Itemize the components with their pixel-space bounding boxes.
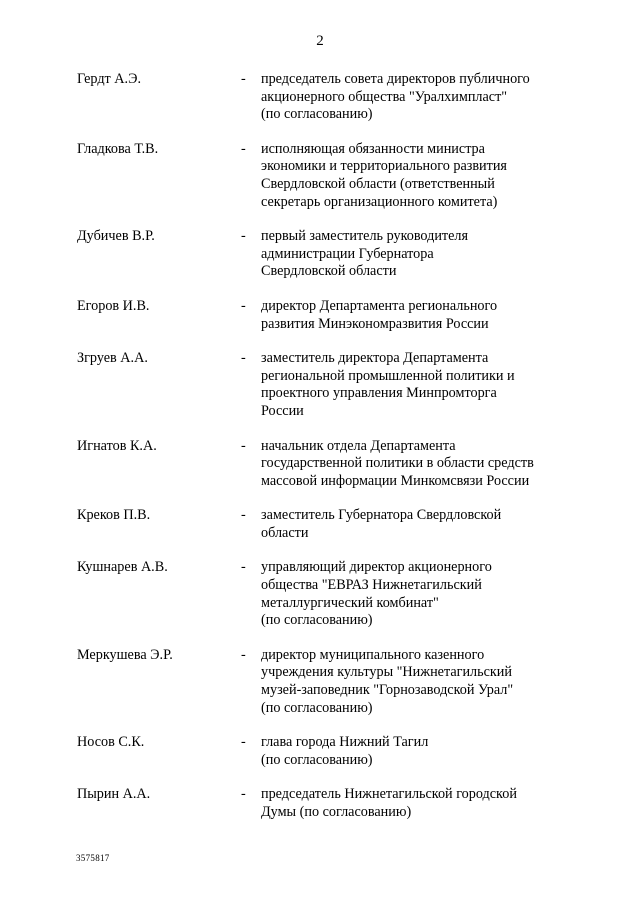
member-position — [261, 298, 571, 333]
position-line: Думы (по согласованию) — [261, 804, 412, 820]
entry-dash: - — [241, 71, 246, 87]
member-name: Меркушева Э.Р. — [77, 646, 173, 663]
member-name: Носов С.К. — [77, 734, 145, 751]
member-entry — [0, 786, 640, 821]
member-name: Згруев А.А. — [77, 350, 148, 367]
position-line: (по согласованию) — [261, 612, 373, 629]
member-position — [261, 786, 571, 821]
member-position — [261, 350, 571, 420]
member-entry — [0, 71, 640, 124]
member-entry — [0, 507, 640, 542]
position-line: массовой информации Минкомсвязи России — [261, 472, 530, 489]
member-position — [261, 734, 571, 769]
position-line: первый заместитель руководителя — [261, 228, 469, 245]
position-line: акционерного общества "Уралхимпласт" — [261, 88, 508, 105]
member-entry — [0, 298, 640, 333]
position-line: (по согласованию) — [261, 751, 373, 768]
member-position — [261, 507, 571, 542]
position-line: России — [261, 402, 304, 419]
position-line: области — [261, 524, 309, 541]
position-line: заместитель Губернатора Свердловской — [261, 507, 502, 524]
position-line: музей-заповедник "Горнозаводской Урал" — [261, 682, 514, 699]
member-entry — [0, 647, 640, 717]
member-position — [261, 228, 571, 281]
member-position — [261, 647, 571, 717]
position-line: управляющий директор акционерного — [261, 559, 492, 576]
entry-dash: - — [241, 297, 246, 314]
entry-dash: - — [241, 507, 246, 524]
member-position — [261, 141, 571, 211]
position-line: Свердловской области (ответственный — [261, 175, 495, 192]
entry-dash: - — [241, 228, 246, 245]
entry-dash: - — [241, 559, 246, 576]
member-position — [261, 438, 571, 491]
document-code: 3575817 — [76, 853, 110, 863]
position-line: глава города Нижний Тагил — [261, 734, 429, 751]
entry-dash: - — [241, 786, 246, 803]
entry-dash: - — [241, 437, 246, 454]
member-name: Игнатов К.А. — [77, 437, 157, 454]
position-line: проектного управления Минпромторга — [261, 385, 497, 402]
member-name: Гладкова Т.В. — [77, 140, 159, 157]
position-line: Свердловской области — [261, 263, 397, 280]
position-line: начальник отдела Департамента — [261, 437, 456, 454]
member-name: Гердт А.Э. — [77, 71, 141, 87]
committee-member-list — [0, 71, 640, 839]
member-entry — [0, 734, 640, 769]
member-name: Дубичев В.Р. — [77, 228, 155, 245]
position-line: региональной промышленной политики и — [261, 367, 515, 384]
position-line: (по согласованию) — [261, 699, 373, 716]
position-line: председатель Нижнетагильской городской — [261, 786, 517, 803]
position-line: администрации Губернатора — [261, 245, 434, 262]
entry-dash: - — [241, 350, 246, 367]
member-entry — [0, 559, 640, 629]
position-line: экономики и территориального развития — [261, 158, 507, 175]
position-line: государственной политики в области средств — [261, 455, 534, 472]
member-name: Кушнарев А.В. — [77, 559, 168, 576]
member-position — [261, 559, 571, 629]
member-name: Пырин А.А. — [77, 786, 151, 803]
entry-dash: - — [241, 646, 246, 663]
position-line: директор Департамента регионального — [261, 297, 498, 314]
position-line: развития Минэкономразвития России — [261, 315, 489, 332]
member-entry — [0, 141, 640, 211]
member-name: Креков П.В. — [77, 507, 151, 524]
entry-dash: - — [241, 140, 246, 157]
position-line: директор муниципального казенного — [261, 646, 485, 663]
position-line: учреждения культуры "Нижнетагильский — [261, 664, 512, 681]
position-line: председатель совета директоров публичного — [261, 71, 530, 87]
position-line: (по согласованию) — [261, 106, 373, 123]
position-line: исполняющая обязанности министра — [261, 140, 485, 157]
member-position — [261, 71, 571, 124]
position-line: общества "ЕВРАЗ Нижнетагильский — [261, 577, 482, 594]
member-entry — [0, 228, 640, 281]
entry-dash: - — [241, 734, 246, 751]
position-line: заместитель директора Департамента — [261, 350, 489, 367]
position-line: секретарь организационного комитета) — [261, 193, 498, 210]
page-number: 2 — [316, 33, 324, 49]
position-line: металлургический комбинат" — [261, 594, 439, 611]
member-entry — [0, 350, 640, 420]
member-name: Егоров И.В. — [77, 297, 150, 314]
member-entry — [0, 438, 640, 491]
